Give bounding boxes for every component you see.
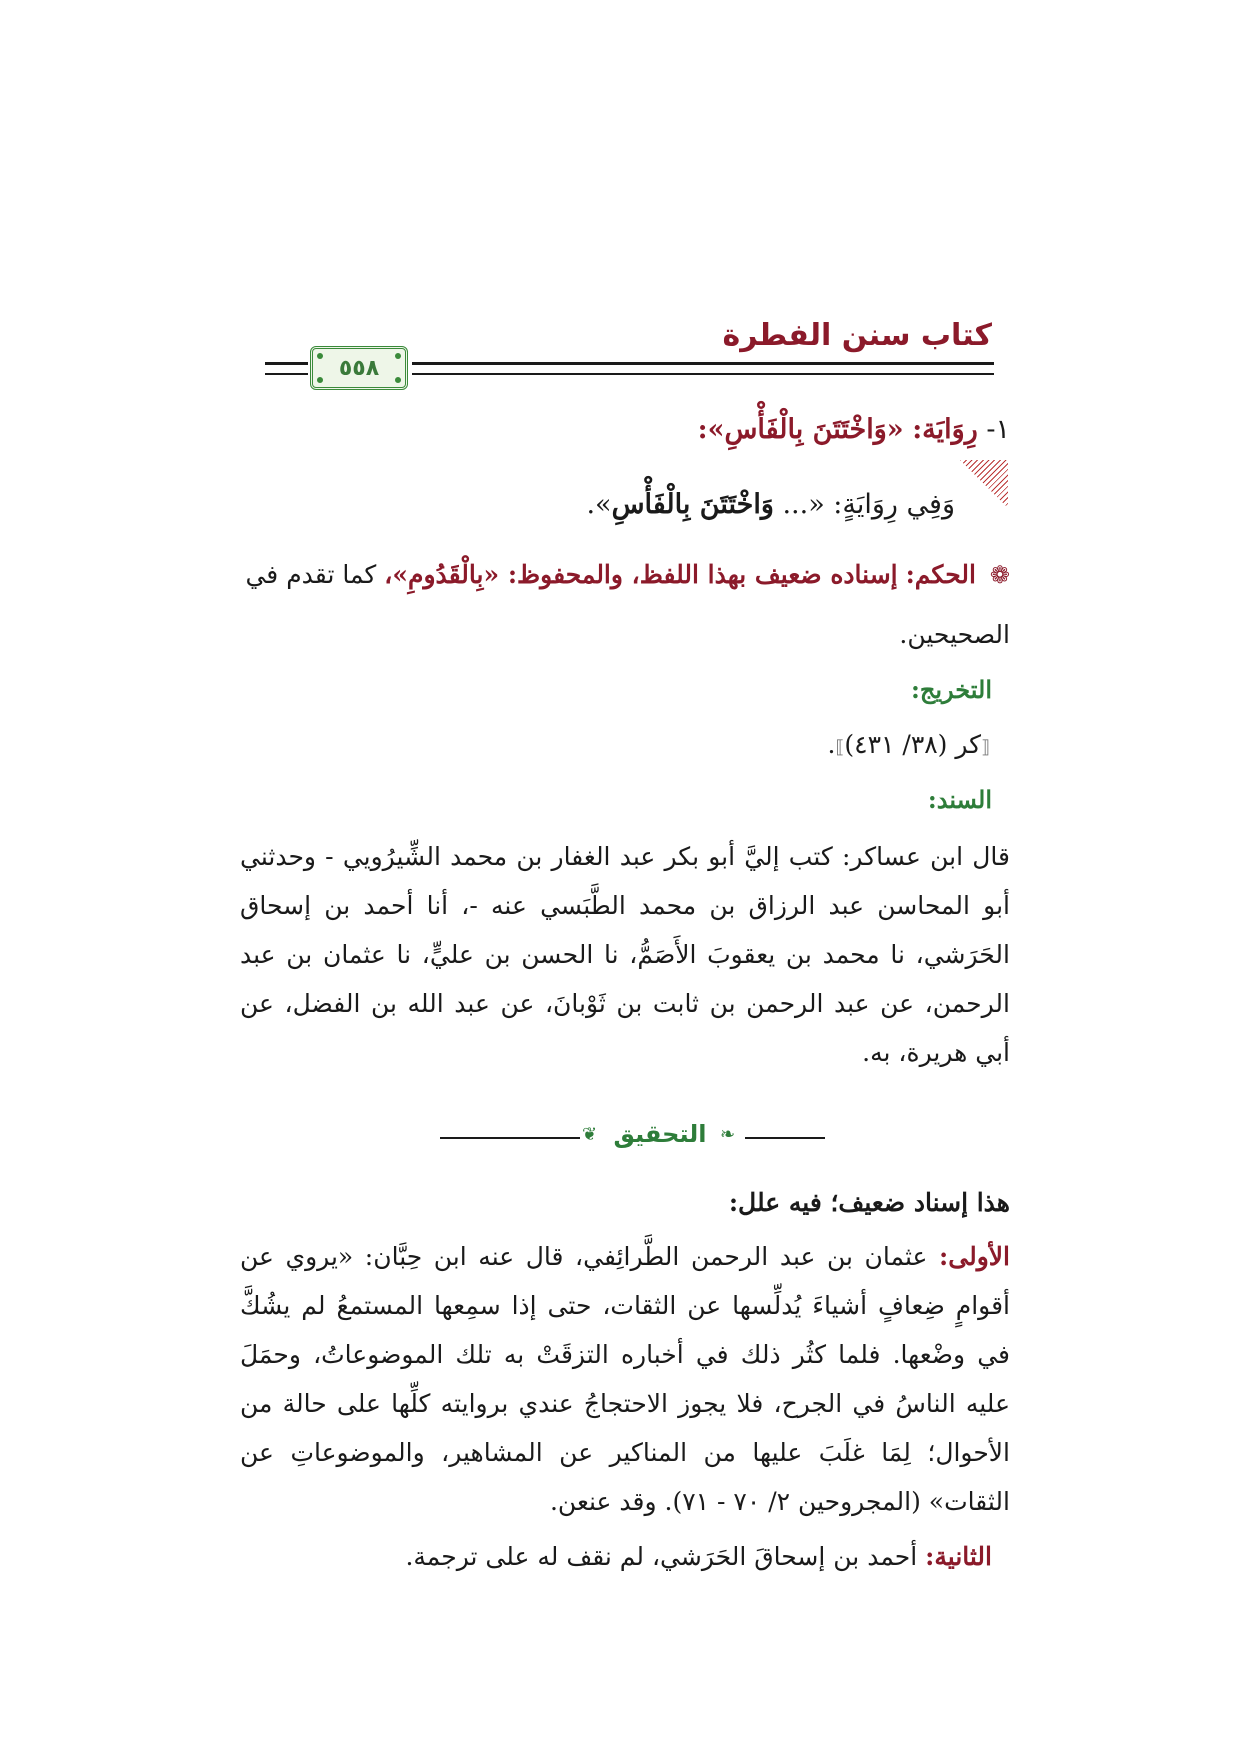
book-title: كتاب سنن الفطرة bbox=[722, 318, 992, 353]
second-defect-label: الثانية: bbox=[925, 1542, 992, 1571]
header-rule bbox=[265, 362, 308, 365]
header-rule bbox=[412, 362, 994, 365]
bracket-icon: ⟧ bbox=[835, 737, 845, 758]
narration-label: رِوَايَة: bbox=[912, 414, 978, 445]
takhrij-reference: ⟦كر (٣٨/ ٤٣١)⟧. bbox=[827, 730, 990, 759]
narration-quote bbox=[240, 480, 955, 529]
ornament-icon bbox=[317, 353, 323, 359]
bracket-icon: ⟦ bbox=[981, 737, 990, 758]
header-rule bbox=[412, 373, 994, 375]
ornament-icon bbox=[395, 353, 401, 359]
ruling-label: الحكم: bbox=[905, 560, 976, 589]
flower-icon: ❁ bbox=[989, 561, 1010, 589]
corner-ornament-icon bbox=[960, 460, 1008, 508]
takhrij-ref-text: كر (٣٨/ ٤٣١) bbox=[844, 730, 982, 759]
ruling-rest: كما تقدم في bbox=[245, 560, 385, 589]
divider-ornament-icon: ❦ bbox=[582, 1124, 598, 1145]
second-defect-text: أحمد بن إسحاقَ الحَرَشي، لم نقف له على ترجمة. bbox=[405, 1542, 926, 1571]
ruling-line2: الصحيحين. bbox=[899, 620, 1010, 649]
page-number: ٥٥٨ bbox=[338, 355, 380, 381]
tahqiq-heading: التحقيق bbox=[613, 1120, 707, 1148]
quote-text: وَفِي رِوَايَةٍ: «... bbox=[773, 489, 955, 520]
first-defect-text: عثمان بن عبد الرحمن الطَّرائِفي، قال عنه ابن حِبَّان: «يروي عن أقوامٍ ضِعافٍ أشياءَ يُدلِّسها عن الثقات، حتى إذا سمِعها المستمعُ لم يشُكَّ في وضْعها. فلما كثُر ذلك في أخباره التزقَتْ به تلك الموضوعاتُ، وحمَلَ عليه الناسُ في الجرح، فلا يجوز الاحتجاجُ عندي بروايته كلِّها على حالة من الأحوال؛ لِمَا غلَبَ عليها من المناكير عن المشاهير، والموضوعاتِ عن الثقات» (المجروحين ٢/ ٧٠ - ٧١). وقد عنعن. bbox=[240, 1242, 1010, 1516]
narration-number: ١- bbox=[986, 414, 1010, 445]
header-rule bbox=[265, 373, 308, 375]
ornament-icon bbox=[395, 377, 401, 383]
sanad-heading: السند: bbox=[927, 785, 992, 814]
weak-chain-statement: هذا إسناد ضعيف؛ فيه علل: bbox=[728, 1188, 1010, 1217]
page-number-box bbox=[310, 346, 408, 390]
ruling-bold: إسناده ضعيف بهذا اللفظ، والمحفوظ: «بِالْقَدُومِ»، bbox=[384, 560, 898, 589]
takhrij-heading: التخريج: bbox=[911, 675, 992, 704]
narration-heading-quote: «وَاخْتَتَنَ بِالْفَأْسِ»: bbox=[697, 414, 904, 445]
narration-heading bbox=[240, 405, 1010, 454]
second-defect bbox=[240, 1532, 992, 1581]
first-defect-label: الأولى: bbox=[939, 1242, 1010, 1271]
divider-ornament-icon: ❧ bbox=[720, 1124, 736, 1145]
sanad-paragraph: قال ابن عساكر: كتب إليَّ أبو بكر عبد الغفار بن محمد الشِّيرُويي - وحدثني أبو المحاسن عبد الرزاق بن محمد الطَّبَسي عنه -، أنا أحمد بن إسحاق الحَرَشي، نا محمد بن يعقوبَ الأَصَمُّ، نا الحسن بن عليٍّ، نا عثمان بن عبد الرحمن، عن عبد الرحمن بن ثابت بن ثَوْبانَ، عن عبد الله بن الفضل، عن أبي هريرة، به. bbox=[240, 842, 1010, 1067]
tahqiq-divider bbox=[0, 1118, 1240, 1158]
ruling bbox=[240, 550, 1010, 600]
first-defect bbox=[240, 1232, 1010, 1526]
divider-line bbox=[745, 1137, 825, 1139]
ornament-icon bbox=[317, 377, 323, 383]
divider-line bbox=[440, 1137, 580, 1139]
quote-bold: وَاخْتَتَنَ بِالْفَأْسِ bbox=[611, 489, 774, 520]
quote-end: ». bbox=[586, 489, 612, 520]
